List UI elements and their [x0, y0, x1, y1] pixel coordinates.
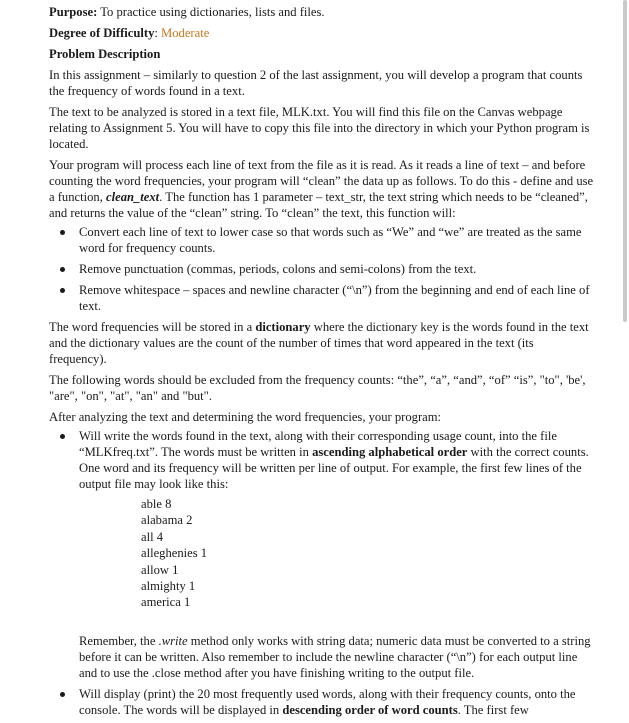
sample-line: able 8	[141, 497, 172, 511]
assignment-document	[49, 4, 594, 723]
sample-line: alabama 2	[141, 513, 193, 528]
difficulty-label: Degree of Difficulty	[49, 26, 155, 40]
after-analyzing-paragraph: After analyzing the text and determining the word frequencies, your program:	[49, 410, 442, 424]
sample-output-block	[141, 496, 594, 611]
list-item: Convert each line of text to lower case so that words such as “We” and “we” are treated as the same word for frequency counts.	[49, 224, 594, 256]
sample-line: all 4	[141, 529, 164, 544]
list-item: Remove whitespace – spaces and newline character (“\n”) from the beginning and end of each line of text.	[49, 282, 594, 314]
output-steps-list	[49, 428, 594, 718]
purpose-label: Purpose:	[49, 5, 98, 19]
difficulty-value: Moderate	[161, 26, 210, 40]
excluded-words-paragraph: The following words should be excluded from the frequency counts: “the”, “a”, “and”, “of” “is”, "to", 'be', "are", "on", "at", "an" and "but".	[49, 373, 586, 403]
bullet-icon	[60, 288, 65, 293]
bullet-icon	[60, 434, 65, 439]
vertical-scrollbar[interactable]	[623, 0, 627, 322]
clean-paragraph: Your program will process each line of text from the file as it is read. As it reads a line of text – and before counting the word frequencies, your program will “clean” the data up as follows. To do this - define and use a function, clean_text. The function has 1 parameter – text_str, the text string which needs to be “cleaned”, and returns the value of the “clean” string. To “clean” the text, this function will:	[49, 158, 594, 220]
bullet-icon	[60, 692, 65, 697]
file-paragraph: The text to be analyzed is stored in a text file, MLK.txt. You will find this file on the Canvas webpage relating to Assignment 5. You will have to copy this file into the directory in which your Python program is located.	[49, 105, 590, 151]
list-item: Will write the words found in the text, along with their corresponding usage count, into the file “MLKfreq.txt”. The words must be written in ascending alphabetical order with the correct counts. One word and its frequency will be written per line of output. For example, the first few lines of the output file may look like this: able 8 alabama 2 all 4 alleghenies 1 allow 1 almighty 1 america 1 Remember, the .write method only works with string data; numeric data must be converted to a string before it can be written. Also remember to include the newline character (“\n”) for each output line and to use the .close method after you have finishing writing to the output file.	[49, 428, 594, 681]
clean-steps-list	[49, 224, 594, 314]
sample-line: almighty 1	[141, 579, 196, 594]
difficulty-colon: :	[154, 26, 162, 40]
remember-paragraph: Remember, the .write method only works with string data; numeric data must be converted to a string before it can be written. Also remember to include the newline character (“\n”) for each output line and to use the .close method after you have finishing writing to the output file.	[79, 633, 591, 680]
list-item: Will display (print) the 20 most frequently used words, along with their frequency counts, onto the console. The words will be displayed in descending order of word counts. The first few	[49, 686, 594, 718]
sample-line: america 1	[141, 595, 191, 610]
purpose-text: To practice using dictionaries, lists and files.	[97, 5, 325, 19]
dictionary-paragraph: The word frequencies will be stored in a dictionary where the dictionary key is the words found in the text and the dictionary values are the count of the number of times that word appeared in the text (its frequency).	[49, 320, 589, 366]
purpose-line	[49, 4, 594, 20]
intro-paragraph: In this assignment – similarly to question 2 of the last assignment, you will develop a program that counts the frequency of words found in a text.	[49, 68, 583, 98]
bullet-icon	[60, 230, 65, 235]
sample-line: alleghenies 1	[141, 546, 208, 561]
write-method: .write	[158, 633, 188, 648]
list-item: Remove punctuation (commas, periods, colons and semi-colons) from the text.	[49, 261, 594, 277]
clean-text-function-name: clean_text	[106, 190, 160, 204]
difficulty-line	[49, 25, 594, 41]
sample-line: allow 1	[141, 562, 179, 577]
bullet-icon	[60, 267, 65, 272]
problem-heading: Problem Description	[49, 47, 161, 61]
